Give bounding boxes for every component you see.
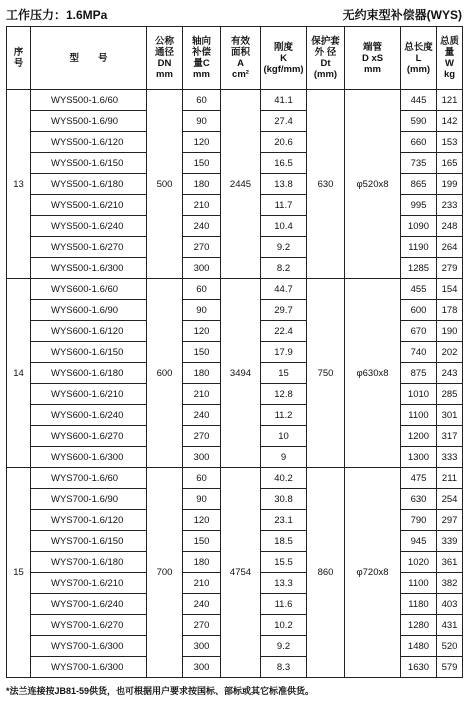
cell-k: 9: [261, 447, 307, 468]
cell-w: 297: [437, 510, 463, 531]
cell-w: 301: [437, 405, 463, 426]
cell-w: 142: [437, 111, 463, 132]
cell-seq: 15: [7, 468, 31, 678]
cell-c: 120: [183, 510, 221, 531]
cell-w: 339: [437, 531, 463, 552]
cell-k: 22.4: [261, 321, 307, 342]
cell-l: 590: [401, 111, 437, 132]
col-model-header: 型 号: [31, 27, 147, 90]
cell-c: 150: [183, 342, 221, 363]
cell-w: 579: [437, 657, 463, 678]
cell-c: 240: [183, 405, 221, 426]
cell-l: 1480: [401, 636, 437, 657]
cell-c: 270: [183, 615, 221, 636]
cell-dt: 630: [307, 90, 345, 279]
cell-c: 150: [183, 153, 221, 174]
cell-k: 17.9: [261, 342, 307, 363]
cell-c: 90: [183, 111, 221, 132]
cell-k: 9.2: [261, 237, 307, 258]
cell-c: 60: [183, 279, 221, 300]
cell-c: 60: [183, 468, 221, 489]
cell-k: 11.7: [261, 195, 307, 216]
cell-l: 1020: [401, 552, 437, 573]
cell-w: 211: [437, 468, 463, 489]
cell-model: WYS500-1.6/90: [31, 111, 147, 132]
cell-c: 240: [183, 594, 221, 615]
cell-l: 1200: [401, 426, 437, 447]
cell-l: 1100: [401, 405, 437, 426]
cell-k: 9.2: [261, 636, 307, 657]
cell-k: 18.5: [261, 531, 307, 552]
cell-l: 1285: [401, 258, 437, 279]
cell-l: 735: [401, 153, 437, 174]
cell-c: 240: [183, 216, 221, 237]
cell-model: WYS500-1.6/60: [31, 90, 147, 111]
cell-l: 945: [401, 531, 437, 552]
cell-pipe: φ630x8: [345, 279, 401, 468]
cell-k: 44.7: [261, 279, 307, 300]
cell-model: WYS500-1.6/300: [31, 258, 147, 279]
cell-k: 29.7: [261, 300, 307, 321]
cell-w: 165: [437, 153, 463, 174]
footnote: *法兰连接按JB81-59供货，也可根据用户要求按国标、部标或其它标准供货。: [6, 686, 315, 696]
cell-l: 1300: [401, 447, 437, 468]
cell-k: 11.6: [261, 594, 307, 615]
cell-w: 248: [437, 216, 463, 237]
cell-w: 153: [437, 132, 463, 153]
cell-k: 23.1: [261, 510, 307, 531]
cell-model: WYS600-1.6/60: [31, 279, 147, 300]
cell-model: WYS700-1.6/210: [31, 573, 147, 594]
cell-pipe: φ520x8: [345, 90, 401, 279]
cell-l: 660: [401, 132, 437, 153]
cell-k: 11.2: [261, 405, 307, 426]
cell-l: 1190: [401, 237, 437, 258]
table-row: [7, 468, 463, 489]
cell-seq: 13: [7, 90, 31, 279]
cell-model: WYS600-1.6/270: [31, 426, 147, 447]
table-body: [7, 90, 463, 678]
cell-k: 12.8: [261, 384, 307, 405]
cell-w: 121: [437, 90, 463, 111]
cell-model: WYS600-1.6/90: [31, 300, 147, 321]
col-seq-header: 序 号: [7, 27, 31, 90]
cell-l: 475: [401, 468, 437, 489]
cell-model: WYS500-1.6/240: [31, 216, 147, 237]
cell-a: 4754: [221, 468, 261, 678]
cell-c: 300: [183, 258, 221, 279]
cell-l: 740: [401, 342, 437, 363]
cell-c: 150: [183, 531, 221, 552]
cell-l: 670: [401, 321, 437, 342]
cell-seq: 14: [7, 279, 31, 468]
cell-model: WYS700-1.6/180: [31, 552, 147, 573]
cell-k: 10: [261, 426, 307, 447]
cell-w: 382: [437, 573, 463, 594]
cell-c: 90: [183, 489, 221, 510]
cell-w: 202: [437, 342, 463, 363]
cell-model: WYS700-1.6/150: [31, 531, 147, 552]
working-pressure-label: 工作压力：1.6MPa: [6, 8, 108, 22]
cell-c: 210: [183, 384, 221, 405]
cell-c: 120: [183, 132, 221, 153]
cell-k: 15: [261, 363, 307, 384]
cell-l: 600: [401, 300, 437, 321]
cell-w: 361: [437, 552, 463, 573]
table-row: [7, 90, 463, 111]
cell-dt: 860: [307, 468, 345, 678]
cell-dn: 600: [147, 279, 183, 468]
cell-model: WYS600-1.6/150: [31, 342, 147, 363]
cell-k: 40.2: [261, 468, 307, 489]
cell-l: 865: [401, 174, 437, 195]
cell-dn: 500: [147, 90, 183, 279]
cell-model: WYS700-1.6/300: [31, 636, 147, 657]
cell-k: 8.2: [261, 258, 307, 279]
cell-dt: 750: [307, 279, 345, 468]
col-w-header: 总质量 W kg: [437, 27, 463, 90]
cell-c: 180: [183, 552, 221, 573]
cell-model: WYS700-1.6/300: [31, 657, 147, 678]
cell-model: WYS700-1.6/60: [31, 468, 147, 489]
cell-l: 630: [401, 489, 437, 510]
spec-table: [6, 26, 463, 678]
cell-k: 27.4: [261, 111, 307, 132]
cell-k: 16.5: [261, 153, 307, 174]
col-dt-header: 保护套 外 径 Dt (mm): [307, 27, 345, 90]
cell-model: WYS500-1.6/270: [31, 237, 147, 258]
table-header-row: [7, 27, 463, 90]
col-l-header: 总长度 L (mm): [401, 27, 437, 90]
cell-w: 154: [437, 279, 463, 300]
cell-k: 41.1: [261, 90, 307, 111]
cell-model: WYS700-1.6/120: [31, 510, 147, 531]
cell-l: 455: [401, 279, 437, 300]
cell-w: 285: [437, 384, 463, 405]
cell-model: WYS700-1.6/90: [31, 489, 147, 510]
cell-a: 3494: [221, 279, 261, 468]
col-c-header: 轴向 补偿 量C mm: [183, 27, 221, 90]
cell-w: 317: [437, 426, 463, 447]
cell-k: 15.5: [261, 552, 307, 573]
cell-l: 1180: [401, 594, 437, 615]
cell-l: 1630: [401, 657, 437, 678]
cell-w: 333: [437, 447, 463, 468]
cell-k: 30.8: [261, 489, 307, 510]
col-a-header: 有效 面积 A cm²: [221, 27, 261, 90]
cell-l: 1090: [401, 216, 437, 237]
cell-k: 10.4: [261, 216, 307, 237]
cell-c: 180: [183, 174, 221, 195]
cell-w: 243: [437, 363, 463, 384]
cell-model: WYS600-1.6/300: [31, 447, 147, 468]
cell-l: 1280: [401, 615, 437, 636]
cell-model: WYS500-1.6/120: [31, 132, 147, 153]
cell-w: 279: [437, 258, 463, 279]
cell-c: 90: [183, 300, 221, 321]
cell-w: 199: [437, 174, 463, 195]
col-k-header: 刚度 K (kgf/mm): [261, 27, 307, 90]
cell-c: 60: [183, 90, 221, 111]
cell-c: 270: [183, 426, 221, 447]
table-row: [7, 279, 463, 300]
table-title: 无约束型补偿器(WYS): [342, 8, 462, 22]
cell-c: 210: [183, 573, 221, 594]
cell-w: 254: [437, 489, 463, 510]
cell-c: 210: [183, 195, 221, 216]
cell-c: 300: [183, 447, 221, 468]
cell-w: 431: [437, 615, 463, 636]
cell-model: WYS600-1.6/210: [31, 384, 147, 405]
cell-model: WYS700-1.6/270: [31, 615, 147, 636]
cell-c: 120: [183, 321, 221, 342]
cell-c: 300: [183, 657, 221, 678]
cell-k: 13.8: [261, 174, 307, 195]
col-pipe-header: 端管 D xS mm: [345, 27, 401, 90]
cell-w: 178: [437, 300, 463, 321]
cell-w: 190: [437, 321, 463, 342]
cell-w: 520: [437, 636, 463, 657]
cell-w: 233: [437, 195, 463, 216]
cell-l: 1010: [401, 384, 437, 405]
cell-dn: 700: [147, 468, 183, 678]
cell-k: 13.3: [261, 573, 307, 594]
cell-l: 790: [401, 510, 437, 531]
cell-model: WYS600-1.6/180: [31, 363, 147, 384]
cell-model: WYS500-1.6/210: [31, 195, 147, 216]
cell-k: 10.2: [261, 615, 307, 636]
cell-k: 8.3: [261, 657, 307, 678]
cell-w: 264: [437, 237, 463, 258]
cell-k: 20.6: [261, 132, 307, 153]
cell-a: 2445: [221, 90, 261, 279]
cell-c: 180: [183, 363, 221, 384]
cell-l: 995: [401, 195, 437, 216]
cell-pipe: φ720x8: [345, 468, 401, 678]
cell-w: 403: [437, 594, 463, 615]
cell-l: 875: [401, 363, 437, 384]
cell-model: WYS500-1.6/150: [31, 153, 147, 174]
col-dn-header: 公称 通径 DN mm: [147, 27, 183, 90]
cell-model: WYS600-1.6/240: [31, 405, 147, 426]
cell-c: 270: [183, 237, 221, 258]
page-header: [6, 6, 462, 22]
cell-c: 300: [183, 636, 221, 657]
cell-l: 1100: [401, 573, 437, 594]
cell-model: WYS500-1.6/180: [31, 174, 147, 195]
cell-model: WYS700-1.6/240: [31, 594, 147, 615]
cell-model: WYS600-1.6/120: [31, 321, 147, 342]
cell-l: 445: [401, 90, 437, 111]
